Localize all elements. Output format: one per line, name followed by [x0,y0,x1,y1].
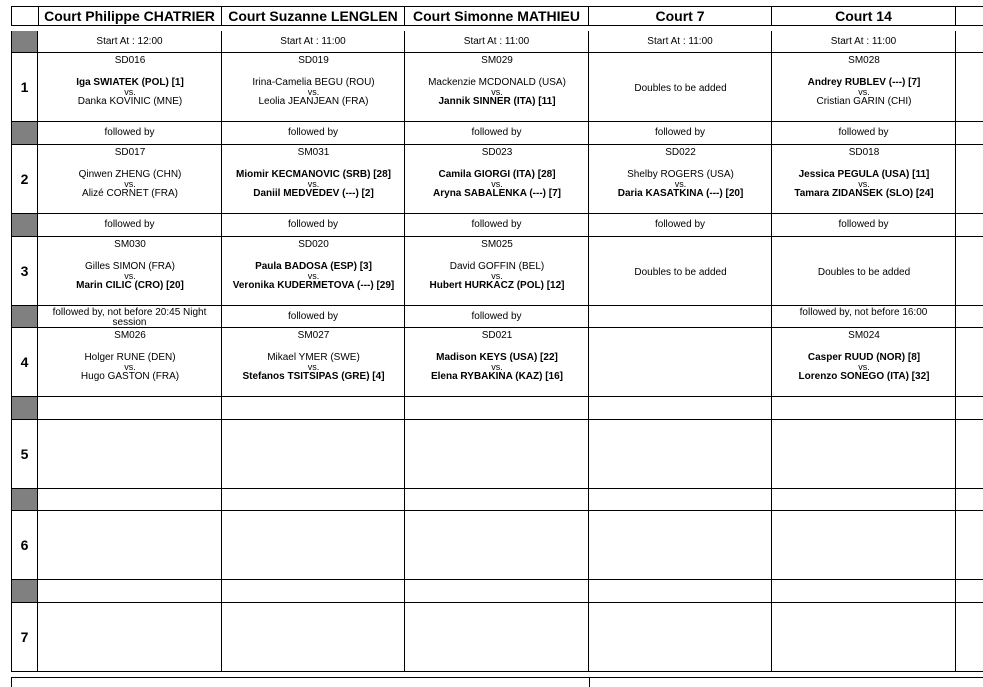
match-note: Doubles to be added [817,267,911,278]
match [589,53,772,122]
slot-timing [956,214,983,237]
player-one: Irina-Camelia BEGU (ROU) [252,77,375,88]
slot-timing [405,306,589,328]
row-separator-marker [11,214,38,237]
player-one: Qinwen ZHENG (CHN) [78,169,182,180]
slot-timing [589,306,772,328]
row-separator-marker [11,489,38,511]
match [772,145,956,214]
player-two: Elena RYBAKINA (KAZ) [16] [430,371,564,382]
slot-timing-text [222,489,404,494]
match-code: SM031 [297,147,330,158]
row-separator-marker [11,31,38,53]
versus-label: vs. [491,179,503,189]
slot-timing [38,489,222,511]
slot-timing [956,306,983,328]
row-number: 1 [11,53,38,122]
slot-timing-text: followed by [104,219,155,230]
slot-timing [38,214,222,237]
slot-timing [38,122,222,145]
match [38,53,222,122]
player-two: Aryna SABALENKA (---) [7] [433,188,561,199]
player-two: Danka KOVINIC (MNE) [77,96,183,107]
player-one: Casper RUUD (NOR) [8] [807,352,921,363]
slot-timing-text: followed by [287,127,339,138]
slot-timing [772,31,956,53]
player-one: Iga SWIATEK (POL) [1] [76,77,184,88]
match [222,53,405,122]
versus-label: vs. [491,271,503,281]
slot-timing-text: Start At : 11:00 [647,36,713,47]
slot-timing-text [222,580,404,585]
slot-timing [222,306,405,328]
versus-label: vs. [858,362,870,372]
match-code: SD023 [481,147,513,158]
match-cell [956,237,983,306]
court-header-overflow [956,6,983,26]
slot-timing-text [38,397,221,402]
versus-label: vs. [858,87,870,97]
slot-timing-text [405,580,588,585]
player-one: Camila GIORGI (ITA) [28] [438,169,556,180]
slot-timing [222,31,405,53]
row-number: 4 [11,328,38,397]
slot-timing [38,580,222,603]
versus-label: vs. [858,179,870,189]
match [772,511,956,580]
match-code: SM025 [481,239,513,250]
slot-timing-text: Start At : 11:00 [830,36,897,47]
slot-timing [405,580,589,603]
court-header: Court Simonne MATHIEU [405,6,589,26]
match [589,145,772,214]
slot-timing-text [772,397,955,402]
match-cell [956,511,983,580]
slot-timing [222,397,405,420]
versus-label: vs. [124,271,136,281]
player-two: Stefanos TSITSIPAS (GRE) [4] [242,371,385,382]
slot-timing-text: followed by [471,219,522,230]
slot-timing [772,306,956,328]
slot-timing-text: followed by [471,127,522,138]
match-cell [956,53,983,122]
match-code: SM030 [114,239,146,250]
slot-timing [772,489,956,511]
slot-timing [956,31,983,53]
match-code: SM026 [114,330,146,341]
row-separator-marker [11,580,38,603]
slot-timing-text [38,489,221,494]
match-code: SM024 [848,330,880,341]
match [589,511,772,580]
slot-timing-text: followed by [654,127,706,138]
court-header: Court 14 [772,6,956,26]
slot-timing-text: followed by [838,127,889,138]
match [38,328,222,397]
slot-timing [956,397,983,420]
player-one: David GOFFIN (BEL) [449,261,545,272]
player-two: Daniil MEDVEDEV (---) [2] [253,188,374,199]
slot-timing [222,489,405,511]
player-one: Jessica PEGULA (USA) [11] [798,169,930,180]
player-one: Paula BADOSA (ESP) [3] [255,261,372,272]
versus-label: vs. [307,87,320,97]
slot-timing [405,489,589,511]
match [589,603,772,672]
slot-timing-text: followed by, not before 16:00 [799,307,928,318]
footer-box-right [589,677,983,687]
slot-timing-text: followed by, not before 20:45 Night session [52,307,207,328]
slot-timing-text: Start At : 12:00 [96,36,163,47]
slot-timing-text [222,397,404,402]
versus-label: vs. [307,179,320,189]
slot-timing [589,214,772,237]
match [772,237,956,306]
versus-label: vs. [674,179,687,189]
match [222,420,405,489]
player-two: Daria KASATKINA (---) [20] [617,188,744,199]
match [405,145,589,214]
court-header: Court Suzanne LENGLEN [222,6,405,26]
player-one: Andrey RUBLEV (---) [7] [807,77,921,88]
slot-timing [589,489,772,511]
slot-timing [772,397,956,420]
match [405,603,589,672]
versus-label: vs. [124,362,136,372]
versus-label: vs. [307,362,320,372]
row-number: 7 [11,603,38,672]
match-code: SD020 [298,239,329,250]
match [772,603,956,672]
slot-timing-text [589,489,771,494]
slot-timing [405,31,589,53]
footer-box-left [11,677,589,687]
slot-timing [956,489,983,511]
versus-label: vs. [124,87,136,97]
slot-timing [589,122,772,145]
match [589,420,772,489]
match-code: SD018 [848,147,880,158]
match-cell [956,145,983,214]
slot-timing-text [405,489,588,494]
row-separator-marker [11,122,38,145]
match [405,328,589,397]
slot-timing-text [772,489,955,494]
match-code: SD019 [298,55,329,66]
player-two: Alizé CORNET (FRA) [82,188,178,199]
row-number: 3 [11,237,38,306]
row-number: 2 [11,145,38,214]
slot-timing [772,580,956,603]
slot-timing-text [589,397,771,402]
slot-timing [772,122,956,145]
row-separator-marker [11,397,38,420]
slot-timing-text: followed by [471,311,522,322]
match-code: SM029 [481,55,513,66]
slot-timing [405,214,589,237]
slot-timing-text: followed by [104,127,155,138]
match [222,237,405,306]
match [405,53,589,122]
player-two: Veronika KUDERMETOVA (---) [29] [232,280,395,291]
match [222,511,405,580]
match-note: Doubles to be added [634,83,727,94]
versus-label: vs. [124,179,136,189]
match [405,511,589,580]
match [38,603,222,672]
slot-timing-text [589,306,771,311]
slot-timing-text: Start At : 11:00 [463,36,530,47]
slot-timing [589,580,772,603]
player-one: Holger RUNE (DEN) [84,352,176,363]
player-two: Lorenzo SONEGO (ITA) [32] [798,371,930,382]
player-one: Mackenzie MCDONALD (USA) [428,77,566,88]
match [772,328,956,397]
match [222,145,405,214]
match [772,420,956,489]
player-two: Hugo GASTON (FRA) [80,371,180,382]
court-header: Court Philippe CHATRIER [38,6,222,26]
match-cell [956,420,983,489]
player-two: Cristian GARIN (CHI) [816,96,912,107]
slot-timing-text: followed by [287,311,339,322]
match-note: Doubles to be added [634,267,727,278]
slot-timing-text [405,397,588,402]
match-cell [956,603,983,672]
slot-timing [222,580,405,603]
match [38,420,222,489]
slot-timing-text: followed by [838,219,889,230]
slot-timing [956,580,983,603]
slot-timing [405,122,589,145]
slot-timing-text: followed by [287,219,339,230]
row-number: 6 [11,511,38,580]
player-two: Tamara ZIDANSEK (SLO) [24] [794,188,934,199]
slot-timing [589,397,772,420]
match [589,328,772,397]
slot-timing-text: Start At : 11:00 [280,36,346,47]
match-code: SD021 [481,330,513,341]
versus-label: vs. [307,271,320,281]
match [772,53,956,122]
match [38,145,222,214]
slot-timing [38,306,222,328]
slot-timing [589,31,772,53]
header-corner [11,6,39,26]
slot-timing [405,397,589,420]
match-code: SD017 [114,147,146,158]
match-code: SD016 [114,55,146,66]
row-number: 5 [11,420,38,489]
match [405,237,589,306]
match-cell [956,328,983,397]
player-two: Marin CILIC (CRO) [20] [76,280,184,291]
match-code: SM028 [848,55,880,66]
slot-timing-text [772,580,955,585]
slot-timing [956,122,983,145]
match-code: SD022 [665,147,696,158]
match [38,511,222,580]
match [38,237,222,306]
slot-timing [222,214,405,237]
player-two: Jannik SINNER (ITA) [11] [438,96,556,107]
court-header: Court 7 [589,6,772,26]
slot-timing-text [589,580,771,585]
player-two: Leolia JEANJEAN (FRA) [258,96,369,107]
player-one: Mikael YMER (SWE) [267,352,360,363]
player-one: Shelby ROGERS (USA) [627,169,734,180]
slot-timing [772,214,956,237]
match-code: SM027 [297,330,330,341]
match [222,603,405,672]
slot-timing [222,122,405,145]
player-two: Hubert HURKACZ (POL) [12] [429,280,565,291]
player-one: Madison KEYS (USA) [22] [436,352,558,363]
versus-label: vs. [491,362,503,372]
player-one: Gilles SIMON (FRA) [85,261,175,272]
match [222,328,405,397]
match [589,237,772,306]
versus-label: vs. [491,87,503,97]
slot-timing-text: followed by [654,219,706,230]
match [405,420,589,489]
player-one: Miomir KECMANOVIC (SRB) [28] [235,169,391,180]
row-separator-marker [11,306,38,328]
slot-timing [38,397,222,420]
slot-timing [38,31,222,53]
slot-timing-text [38,580,221,585]
